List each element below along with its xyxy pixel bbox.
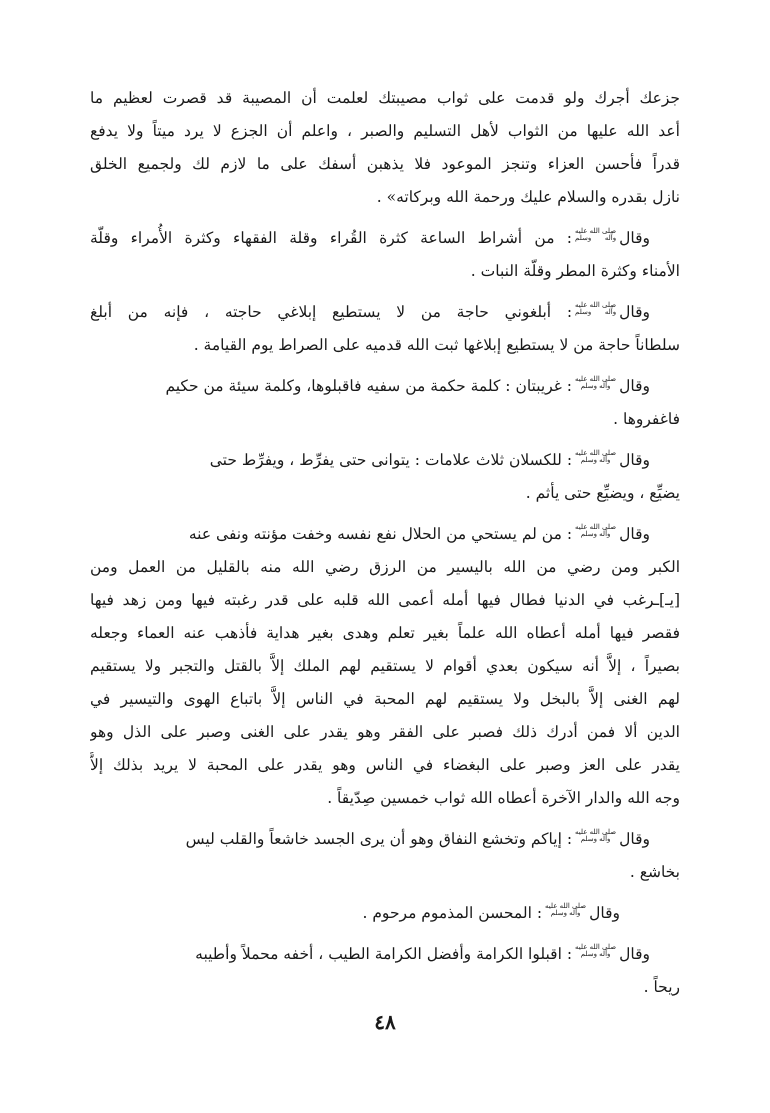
salutation-bottom: وآله وسلم xyxy=(575,234,617,242)
salutation-top: صلى الله عليه xyxy=(575,227,617,235)
salutation-bottom: وآله وسلم xyxy=(550,909,581,917)
salutation-bottom: وآله وسلم xyxy=(580,835,611,843)
salutation-bottom: وآله وسلم xyxy=(580,530,611,538)
salutation-mark xyxy=(575,450,616,464)
hadith-paragraph xyxy=(90,370,680,436)
hadith-paragraph xyxy=(90,222,680,288)
text-line: بخاشع . xyxy=(629,863,680,881)
text-line: [يـ]ـرغب في الدنيا فطال فيها أمله أعمى الله قلبه على قدر رغبته فيها ومن زهد فيها xyxy=(90,591,680,609)
salutation-mark xyxy=(575,524,616,538)
salutation-bottom: وآله وسلم xyxy=(575,308,617,316)
salutation-top: صلى الله عليه xyxy=(575,828,617,836)
salutation-top: صلى الله عليه xyxy=(575,375,617,383)
salutation-mark xyxy=(575,944,616,958)
page-body xyxy=(90,82,680,1012)
said-prefix: وقال xyxy=(619,945,650,963)
text-line xyxy=(90,518,680,551)
text-line: يضيِّع ، ويضيِّع حتى يأثم . xyxy=(525,484,680,502)
text-line: أعد الله عليها من الثواب لأهل التسليم والصبر ، واعلم أن الجزع لا يرد ميتاً ولا يدفع xyxy=(90,122,680,140)
text-line xyxy=(90,938,680,971)
text-line: الأمناء وكثرة المطر وقلّة النبات . xyxy=(470,262,680,280)
text-line: بصيراً ، إلاَّ أنه سيكون بعدي أقوام لا يستقيم لهم الملك إلاَّ بالقتل والتجبر ولا يستقيم xyxy=(90,657,680,675)
hadith-text: : غريبتان : كلمة حكمة من سفيه فاقبلوها، وكلمة سيئة من حكيم xyxy=(165,377,573,395)
salutation-mark xyxy=(575,376,616,390)
salutation-top: صلى الله عليه xyxy=(575,523,617,531)
text-line: الدين ألا فمن أدرك ذلك فصبر على الفقر وهو يقدر على الغنى وصبر على الذل وهو xyxy=(90,723,680,741)
text-line xyxy=(90,222,680,255)
salutation-top: صلى الله عليه xyxy=(545,902,587,910)
hadith-paragraph xyxy=(90,444,680,510)
salutation-bottom: وآله وسلم xyxy=(580,950,611,958)
hadith-paragraph xyxy=(90,938,680,1004)
salutation-mark xyxy=(575,829,616,843)
said-prefix: وقال xyxy=(619,377,650,395)
hadith-paragraph xyxy=(90,296,680,362)
text-line xyxy=(90,370,680,403)
said-prefix: وقال xyxy=(619,830,650,848)
hadith-text: : من لم يستحي من الحلال نفع نفسه وخفت مؤنته ونفى عنه xyxy=(188,525,573,543)
salutation-mark xyxy=(575,302,616,316)
text-line: ريحاً . xyxy=(643,978,680,996)
salutation-top: صلى الله عليه xyxy=(575,943,617,951)
said-prefix: وقال xyxy=(619,525,650,543)
page-number: ٤٨ xyxy=(374,1010,396,1034)
said-prefix: وقال xyxy=(589,904,620,922)
text-line xyxy=(90,897,680,930)
text-line xyxy=(90,823,680,856)
text-line: الكبر ومن رضي من الله باليسير من الرزق رضي الله منه بالقليل من العمل ومن xyxy=(90,558,680,576)
said-prefix: وقال xyxy=(619,303,650,321)
text-line: فاغفروها . xyxy=(613,410,680,428)
text-line: يقدر على العز وصبر على البغضاء في الناس وهو يقدر على المحبة لا يريد بذلك إلاَّ xyxy=(90,756,680,774)
salutation-bottom: وآله وسلم xyxy=(580,382,611,390)
hadith-text: : من أشراط الساعة كثرة القُراء وقلة الفقهاء وكثرة الأُمراء وقلّة xyxy=(90,229,573,247)
hadith-paragraph xyxy=(90,897,680,930)
salutation-mark xyxy=(545,903,586,917)
text-line: سلطاناً حاجة من لا يستطيع إبلاغها ثبت الله قدميه على الصراط يوم القيامة . xyxy=(193,336,680,354)
hadith-paragraph xyxy=(90,823,680,889)
text-line xyxy=(90,444,680,477)
text-line: قدراً فأحسن العزاء وتنجز الموعود فلا يذهبن أسفك على ما لازم لك ولجميع الخلق xyxy=(90,155,680,173)
hadith-text: : المحسن المذموم مرحوم . xyxy=(362,904,543,922)
salutation-mark xyxy=(575,228,616,242)
paragraph xyxy=(90,82,680,214)
hadith-text: : اقبلوا الكرامة وأفضل الكرامة الطيب ، أخفه محملاً وأطيبه xyxy=(195,945,573,963)
hadith-text: : أبلغوني حاجة من لا يستطيع إبلاغي حاجته ، فإنه من أبلغ xyxy=(90,303,573,321)
hadith-text: : إياكم وتخشع النفاق وهو أن يرى الجسد خاشعاً والقلب ليس xyxy=(185,830,573,848)
text-line: لهم الغنى إلاَّ بالبخل ولا يستقيم لهم المحبة في الناس إلاَّ باتباع الهوى والتيسير في xyxy=(90,690,680,708)
text-line xyxy=(90,296,680,329)
said-prefix: وقال xyxy=(619,229,650,247)
text-line: وجه الله والدار الآخرة أعطاه الله ثواب خمسين صِدّيقاً . xyxy=(327,789,680,807)
hadith-paragraph xyxy=(90,518,680,815)
said-prefix: وقال xyxy=(619,451,650,469)
salutation-top: صلى الله عليه xyxy=(575,301,617,309)
hadith-text: : للكسلان ثلاث علامات : يتوانى حتى يفرِّط ، ويفرِّط حتى xyxy=(209,451,573,469)
text-line: جزعك أجرك ولو قدمت على ثواب مصيبتك لعلمت أن المصيبة قد قصرت لعظيم ما xyxy=(90,89,680,107)
salutation-top: صلى الله عليه xyxy=(575,449,617,457)
text-line: نازل بقدره والسلام عليك ورحمة الله وبركاته» . xyxy=(376,188,680,206)
text-line: فقصر فيها أمله أعطاه الله علماً بغير تعلم وهدى بغير هداية فأذهب عنه العماء وجعله xyxy=(90,624,680,642)
salutation-bottom: وآله وسلم xyxy=(580,456,611,464)
